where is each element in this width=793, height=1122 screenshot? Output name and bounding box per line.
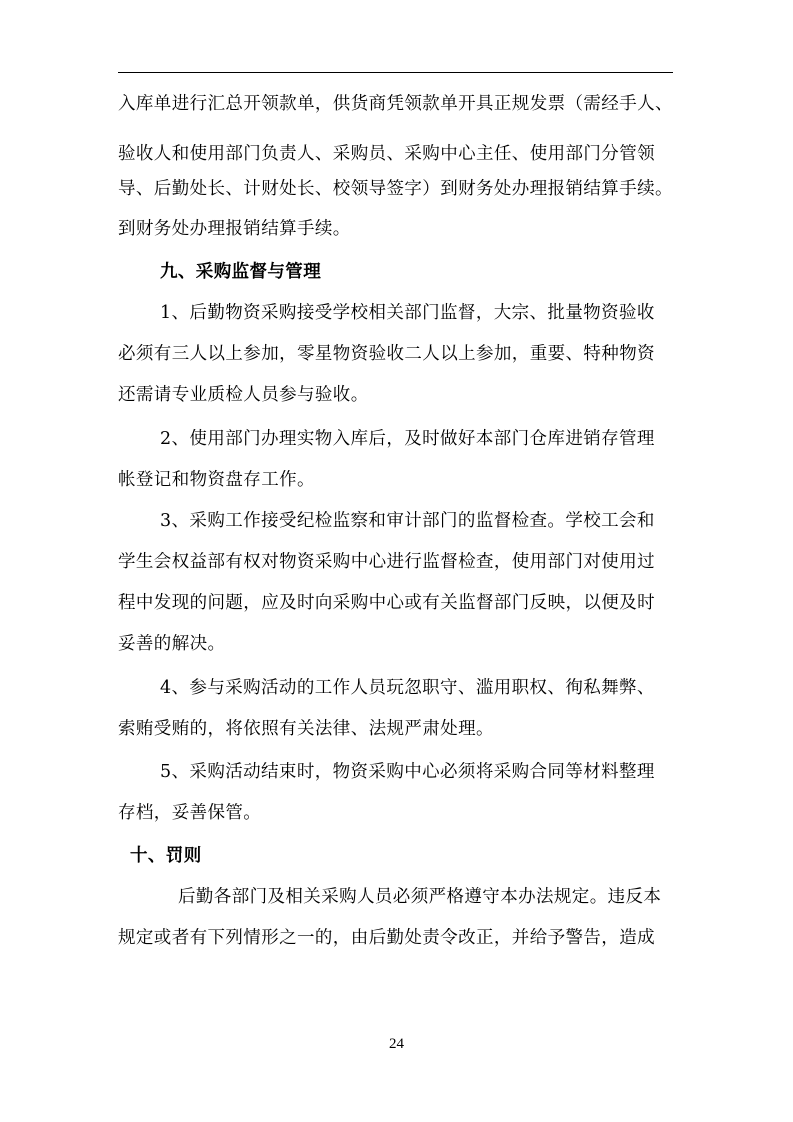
body-line-13: 程中发现的问题，应及时向采购中心或有关监督部门反映，以便及时 (118, 593, 655, 613)
body-line-10: 帐登记和物资盘存工作。 (118, 470, 315, 490)
body-line-12: 学生会权益部有权对物资采购中心进行监督检查，使用部门对使用过 (118, 552, 655, 572)
page-number: 24 (389, 1036, 404, 1052)
body-line-6: 1、后勤物资采购接受学校相关部门监督，大宗、批量物资验收 (160, 303, 655, 323)
body-line-7: 必须有三人以上参加，零星物资验收二人以上参加，重要、特种物资 (118, 344, 655, 364)
body-line-16: 索贿受贿的，将依照有关法律、法规严肃处理。 (118, 719, 494, 739)
body-line-21: 规定或者有下列情形之一的，由后勤处责令改正，并给予警告，造成 (118, 928, 655, 948)
body-line-8: 还需请专业质检人员参与验收。 (118, 385, 369, 405)
body-line-2: 验收人和使用部门负责人、采购员、采购中心主任、使用部门分管领 (118, 144, 655, 164)
section-heading-9: 九、采购监督与管理 (160, 262, 322, 282)
body-line-1: 入库单进行汇总开领款单，供货商凭领款单开具正规发票（需经手人、 (118, 94, 673, 114)
header-rule (118, 72, 673, 73)
body-line-4: 到财务处办理报销结算手续。 (118, 219, 351, 239)
body-line-17: 5、采购活动结束时，物资采购中心必须将采购合同等材料整理 (160, 762, 655, 782)
body-line-20: 后勤各部门及相关采购人员必须严格遵守本办法规定。违反本 (178, 887, 662, 907)
body-line-9: 2、使用部门办理实物入库后，及时做好本部门仓库进销存管理 (160, 429, 655, 449)
body-line-14: 妥善的解决。 (118, 634, 226, 654)
body-line-3: 导、后勤处长、计财处长、校领导签字）到财务处办理报销结算手续。 (118, 179, 673, 199)
body-line-15: 4、参与采购活动的工作人员玩忽职守、滥用职权、徇私舞弊、 (160, 678, 655, 698)
body-line-18: 存档，妥善保管。 (118, 803, 262, 823)
body-line-11: 3、采购工作接受纪检监察和审计部门的监督检查。学校工会和 (160, 511, 655, 531)
section-heading-10: 十、罚则 (130, 846, 202, 866)
